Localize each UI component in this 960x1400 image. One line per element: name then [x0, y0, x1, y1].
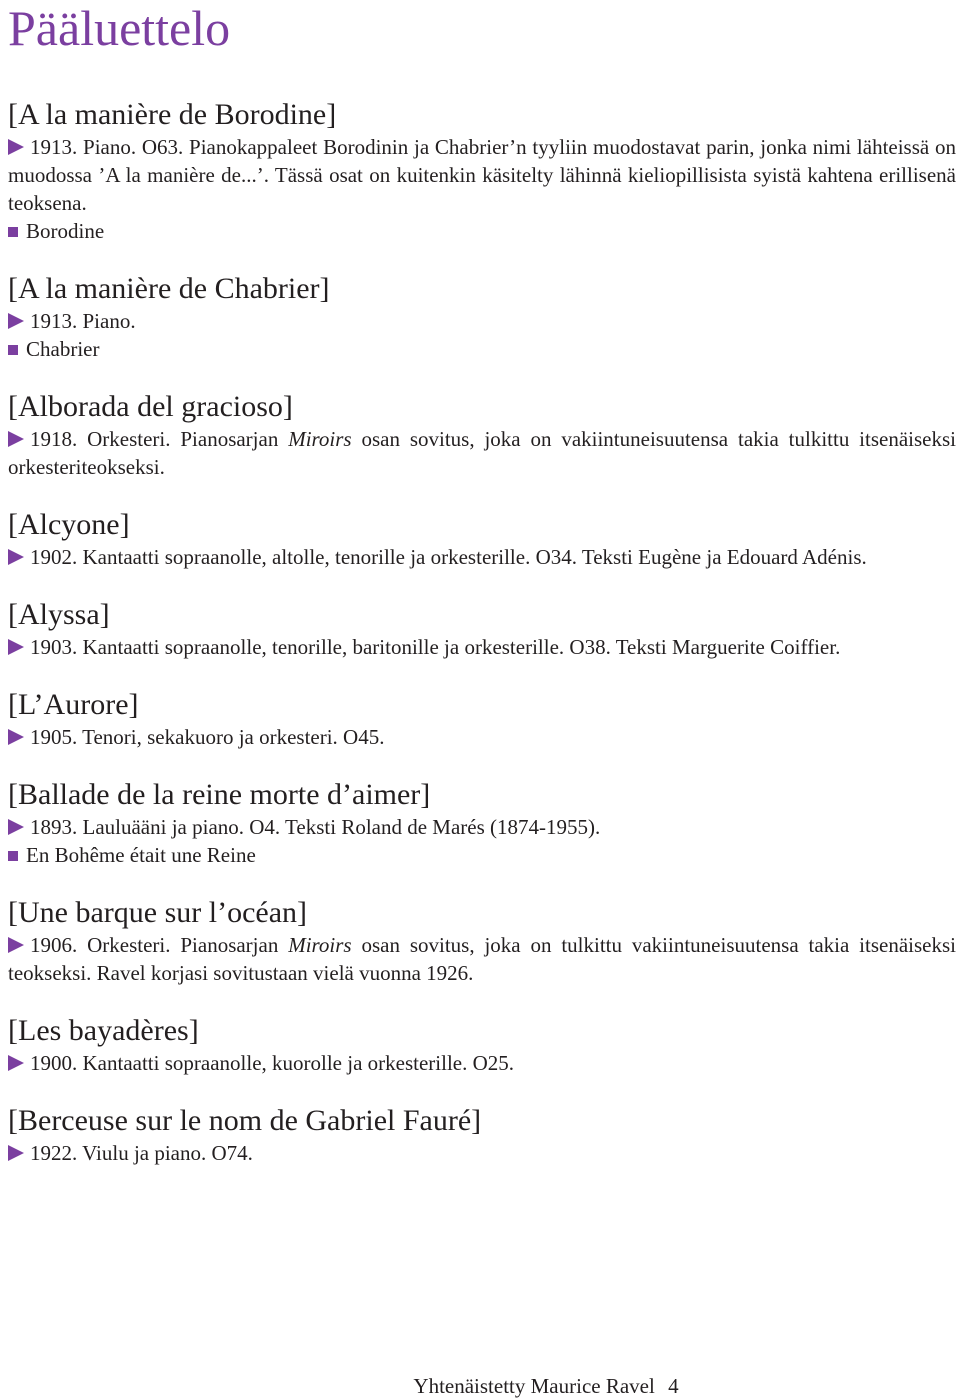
entry-description-italic: Miroirs [288, 427, 352, 451]
entry-description-text: osan sovitus, joka on vakiintuneisuutensa takia tulkittu itsenäiseksi orkesteriteokseksi. [8, 427, 956, 479]
entry-description-text: 1922. Viulu ja piano. O74. [30, 1141, 253, 1165]
page-number: 4 [668, 1374, 679, 1398]
entry-description [8, 133, 956, 217]
entry-description-text: 1906. Orkesteri. Pianosarjan [30, 933, 289, 957]
right-triangle-icon [8, 313, 24, 329]
right-triangle-icon [8, 639, 24, 655]
entry-description [8, 1049, 956, 1077]
entry-link-label[interactable]: Chabrier [26, 337, 100, 361]
entry-a-la-maniere-de-chabrier [8, 272, 956, 363]
entry-description-text: 1893. Lauluääni ja piano. O4. Teksti Roland de Marés (1874-1955). [30, 815, 601, 839]
right-triangle-icon [8, 139, 24, 155]
entry-link-label[interactable]: En Bohême était une Reine [26, 843, 256, 867]
right-triangle-icon [8, 431, 24, 447]
page-title: Pääluettelo [8, 0, 231, 56]
entry-title: [Berceuse sur le nom de Gabriel Fauré] [8, 1104, 482, 1137]
entry-description-text: 1913. Piano. O63. Pianokappaleet Borodinin ja Chabrier’n tyyliin muodostavat parin, jonka nimi lähteissä on muodossa ’A la manière de...’. Tässä osat on kuitenkin käsitelty lähinnä kieliopillisista syistä kahtena erillisenä teoksena. [8, 135, 956, 215]
entry-description-text: 1900. Kantaatti sopraanolle, kuorolle ja orkesterille. O25. [30, 1051, 515, 1075]
entry-title: [Une barque sur l’océan] [8, 896, 308, 929]
entry-link[interactable] [8, 335, 956, 363]
right-triangle-icon [8, 1055, 24, 1071]
entry-alcyone [8, 508, 956, 571]
entry-une-barque-sur-l-ocean [8, 896, 956, 987]
page-footer [0, 1372, 960, 1400]
entry-berceuse-sur-le-nom-de-gabriel-faure [8, 1104, 956, 1167]
entry-link[interactable] [8, 217, 956, 245]
entry-list [8, 98, 956, 1167]
right-triangle-icon [8, 819, 24, 835]
entry-description-text: 1913. Piano. [30, 309, 136, 333]
entry-alborada-del-gracioso [8, 390, 956, 481]
entry-description-text: osan sovitus, joka on tulkittu vakiintuneisuutensa takia itsenäiseksi teokseksi. Ravel korjasi sovitustaan vielä vuonna 1926. [8, 933, 956, 985]
entry-description [8, 723, 956, 751]
entry-title: [Alborada del gracioso] [8, 390, 293, 423]
entry-title: [L’Aurore] [8, 688, 139, 721]
square-bullet-icon [8, 851, 18, 861]
entry-description [8, 633, 956, 661]
entry-description [8, 543, 956, 571]
entry-description-italic: Miroirs [288, 933, 352, 957]
entry-title: [A la manière de Borodine] [8, 98, 337, 131]
entry-description [8, 1139, 956, 1167]
square-bullet-icon [8, 345, 18, 355]
square-bullet-icon [8, 227, 18, 237]
entry-description [8, 813, 956, 841]
entry-title: [Alyssa] [8, 598, 110, 631]
entry-description-text: 1902. Kantaatti sopraanolle, altolle, tenorille ja orkesterille. O34. Teksti Eugène ja Edouard Adénis. [30, 545, 867, 569]
entry-title: [Alcyone] [8, 508, 130, 541]
entry-link-label[interactable]: Borodine [26, 219, 105, 243]
right-triangle-icon [8, 1145, 24, 1161]
entry-description-text: 1918. Orkesteri. Pianosarjan [30, 427, 289, 451]
entry-description [8, 425, 956, 481]
right-triangle-icon [8, 937, 24, 953]
entry-description [8, 931, 956, 987]
entry-title: [A la manière de Chabrier] [8, 272, 330, 305]
entry-a-la-maniere-de-borodine [8, 98, 956, 245]
entry-description-text: 1903. Kantaatti sopraanolle, tenorille, baritonille ja orkesterille. O38. Teksti Marguerite Coiffier. [30, 635, 841, 659]
document-page [8, 0, 956, 1194]
entry-title: [Les bayadères] [8, 1014, 199, 1047]
entry-description-text: 1905. Tenori, sekakuoro ja orkesteri. O45. [30, 725, 385, 749]
entry-alyssa [8, 598, 956, 661]
entry-title: [Ballade de la reine morte d’aimer] [8, 778, 431, 811]
entry-les-bayaderes [8, 1014, 956, 1077]
entry-link[interactable] [8, 841, 956, 869]
entry-description [8, 307, 956, 335]
entry-ballade-de-la-reine-morte [8, 778, 956, 869]
entry-l-aurore [8, 688, 956, 751]
right-triangle-icon [8, 549, 24, 565]
right-triangle-icon [8, 729, 24, 745]
footer-text: Yhtenäistetty Maurice Ravel [413, 1374, 655, 1398]
